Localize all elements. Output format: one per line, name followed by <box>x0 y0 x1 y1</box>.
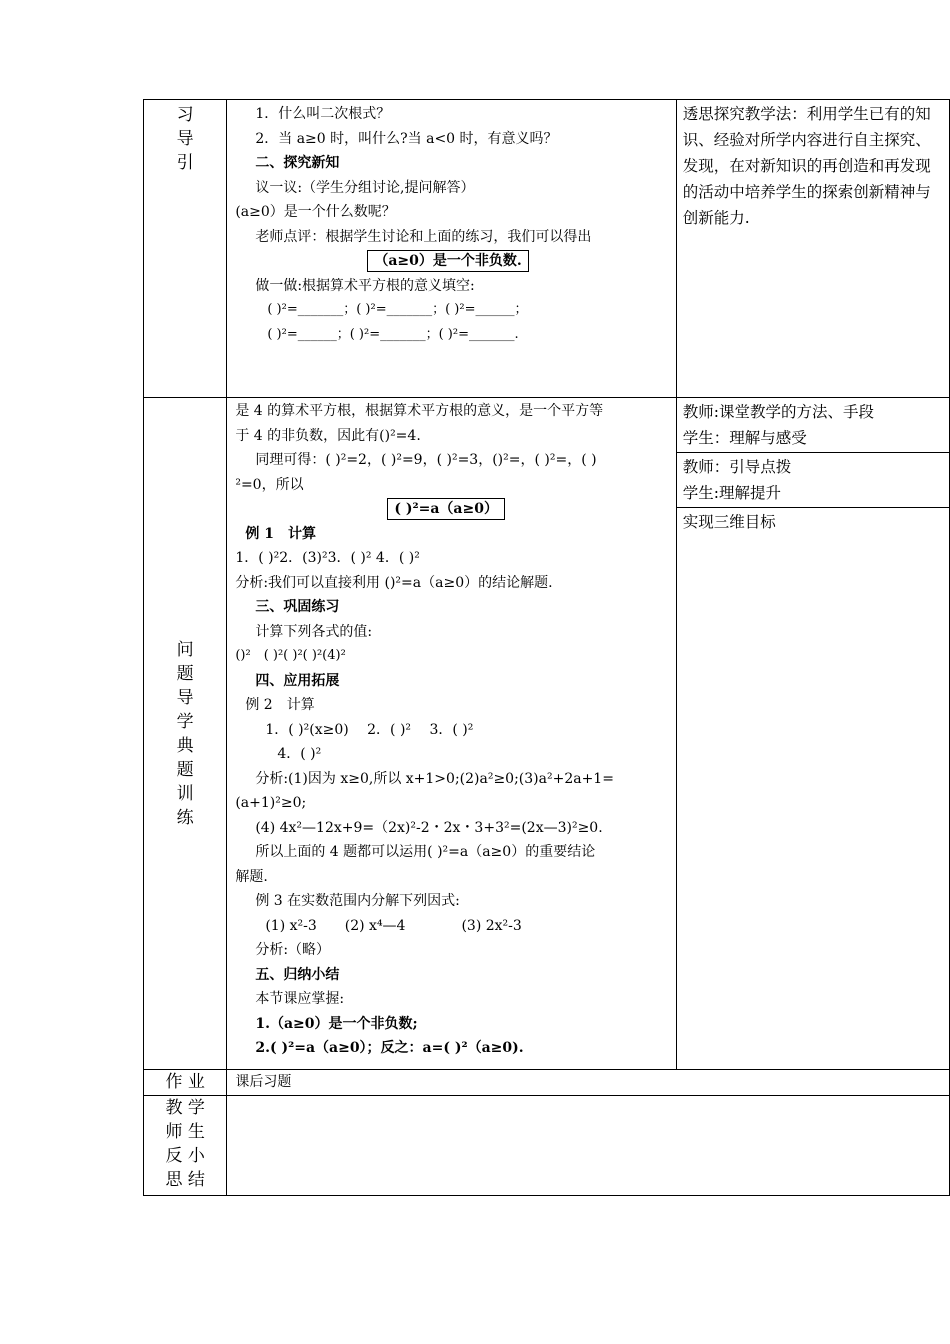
line: (1) x²-3 (2) x⁴—4 (3) 2x²-3 <box>265 917 522 934</box>
line: 老师点评：根据学生讨论和上面的练习，我们可以得出 <box>255 228 592 245</box>
row1-label-2: 导 <box>176 129 194 149</box>
line: ()² ( )²( )²( )²(4)² <box>235 648 346 663</box>
note: 学生:理解提升 <box>682 484 782 502</box>
note: 教师:课堂教学的方法、手段 <box>682 403 875 421</box>
row1-notes <box>676 100 949 398</box>
fill-blank-line: ( )²=______；( )²=_______；( )²=_______. <box>267 326 519 342</box>
row2-notes <box>676 398 949 1070</box>
line: 解题. <box>235 868 268 885</box>
line: 1．( )²(x≥0) 2．( )² 3．( )² <box>265 721 474 738</box>
row2-label-6: 题 <box>176 759 194 780</box>
line: 1．什么叫二次根式？ <box>255 106 391 122</box>
line: 分析:我们可以直接利用 ()²=a（a≥0）的结论解题. <box>235 574 553 591</box>
note-block-1 <box>677 398 949 453</box>
reflection-label <box>144 1096 227 1196</box>
example-heading: 例 1 计算 <box>245 525 316 542</box>
boxed-formula: ( )²=a（a≥0） <box>387 498 505 520</box>
summary-point: 2.( )²=a（a≥0）；反之：a=( )²（a≥0). <box>255 1040 524 1056</box>
note-block-2 <box>677 453 949 508</box>
row2-label <box>144 398 227 1070</box>
section-heading: 五、归纳小结 <box>255 966 340 983</box>
section-heading: 三、巩固练习 <box>255 599 340 615</box>
line: 分析:（略） <box>255 942 331 958</box>
line: 1．( )²2．(3)²3．( )² 4．( )² <box>235 550 420 566</box>
row2-label-5: 典 <box>176 735 194 756</box>
line: 议一议:（学生分组讨论,提问解答） <box>255 179 475 196</box>
line: 是 4 的算术平方根，根据算术平方根的意义，是一个平方等 <box>235 403 604 419</box>
row2-content <box>227 398 676 1070</box>
reflection-label-1: 教 学 <box>165 1098 205 1118</box>
line: (4) 4x²—12x+9=（2x)²-2・2x・3+3²=(2x—3)²≥0. <box>255 819 603 836</box>
boxed-conclusion: （a≥0）是一个非负数. <box>367 250 528 272</box>
reflection-label-4: 思 结 <box>165 1170 205 1190</box>
line: 所以上面的 4 题都可以运用( )²=a（a≥0）的重要结论 <box>255 844 596 860</box>
example-heading: 例 2 计算 <box>245 697 315 713</box>
line: 同理可得：( )²=2，( )²=9，( )²=3，()²=，( )²=，( ) <box>255 452 597 468</box>
line: ²=0，所以 <box>235 476 304 493</box>
section-heading: 二、探究新知 <box>255 155 340 171</box>
row2-label-1: 问 <box>176 639 194 660</box>
row1-content <box>227 100 676 398</box>
note: 教师：引导点拨 <box>682 458 792 476</box>
row2-label-7: 训 <box>176 783 194 804</box>
line: 分析:(1)因为 x≥0,所以 x+1>0;(2)a²≥0;(3)a²+2a+1= <box>255 770 614 787</box>
section-heading: 四、应用拓展 <box>255 672 340 689</box>
row2-label-2: 题 <box>176 663 194 684</box>
reflection-label-3: 反 小 <box>165 1146 205 1166</box>
line: (a+1)²≥0; <box>235 795 307 811</box>
note: 学生：理解与感受 <box>682 429 807 447</box>
line: 4．( )² <box>277 746 322 762</box>
note: 透思探究教学法：利用学生已有的知识、经验对所学内容进行自主探究、发现，在对新知识的再创造和再发现的活动中培养学生的探索创新精神与创新能力. <box>682 105 931 227</box>
lesson-plan-table <box>143 99 950 1196</box>
row2-label-4: 学 <box>176 711 194 732</box>
fill-blank-line: ( )²=_______；( )²=_______；( )²=______； <box>267 302 528 317</box>
row2-label-8: 练 <box>176 807 194 828</box>
note-block-3 <box>677 508 949 536</box>
note: 实现三维目标 <box>682 513 776 531</box>
summary-point: 1.（a≥0）是一个非负数; <box>255 1015 418 1032</box>
row1-label <box>144 100 227 398</box>
reflection-label-2: 师 生 <box>165 1122 205 1142</box>
homework-label: 作 业 <box>144 1070 227 1096</box>
line: (a≥0）是一个什么数呢？ <box>235 204 396 220</box>
homework-content: 课后习题 <box>227 1070 950 1096</box>
line: 本节课应掌握: <box>255 991 345 1007</box>
line: 例 3 在实数范围内分解下列因式: <box>255 893 460 909</box>
row2-label-3: 导 <box>176 687 194 708</box>
line: 2．当 a≥0 时，叫什么?当 a<0 时，有意义吗？ <box>255 130 558 147</box>
line: 做一做:根据算术平方根的意义填空: <box>255 277 475 294</box>
line: 于 4 的非负数，因此有()²=4. <box>235 427 421 444</box>
reflection-content <box>227 1096 950 1196</box>
row1-label-1: 习 <box>176 105 194 125</box>
row1-label-3: 引 <box>176 153 194 173</box>
line: 计算下列各式的值: <box>255 623 373 640</box>
